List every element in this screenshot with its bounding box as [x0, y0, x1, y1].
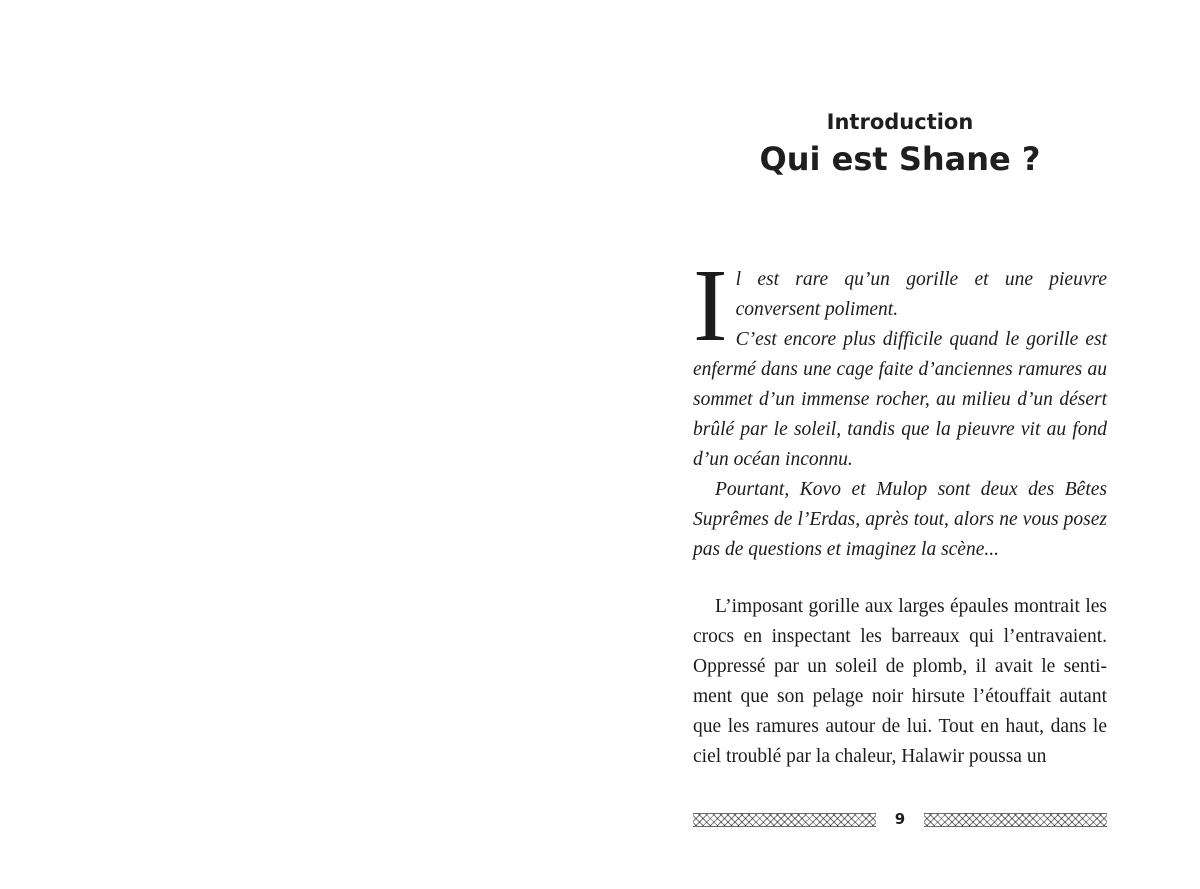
footer-ornament-left [693, 813, 876, 827]
chapter-title: Qui est Shane ? [759, 140, 1041, 178]
intro-paragraph-1 [693, 248, 1107, 363]
narrative-text [693, 592, 1107, 772]
narrative-paragraph-1: L’imposant gorille aux larges épaules montrait les crocs en inspectant les barreaux qui l’entravaient. Oppressé par un soleil de plomb, il avait le sentiment que son pelage noir hirsute l’étouffait autant que les ramures autour de lui. Tout en haut, dans le ciel troublé par la chaleur, Halawir poussa un [693, 596, 1107, 767]
drop-cap: I [693, 248, 728, 363]
intro-paragraph-1-text: l est rare qu’un gorille et une pieuvre conversent poliment. [735, 269, 1107, 320]
page-footer [693, 808, 1107, 830]
chapter-label: Introduction [826, 110, 974, 134]
page-number: 9 [894, 810, 906, 828]
intro-text [693, 248, 1107, 565]
intro-paragraph-3: Pourtant, Kovo et Mulop sont deux des Bêtes Suprêmes de l’Erdas, après tout, alors ne vous posez pas de questions et imaginez la scène... [693, 479, 1107, 560]
right-page [600, 0, 1200, 889]
footer-ornament-right [924, 813, 1107, 827]
intro-paragraph-2: C’est encore plus difficile quand le gorille est enfermé dans une cage faite d’anciennes ramures au sommet d’un immense rocher, au milieu d’un désert brûlé par le soleil, tandis que la pieuvre vit au fond d’un océan inconnu. [693, 329, 1107, 470]
